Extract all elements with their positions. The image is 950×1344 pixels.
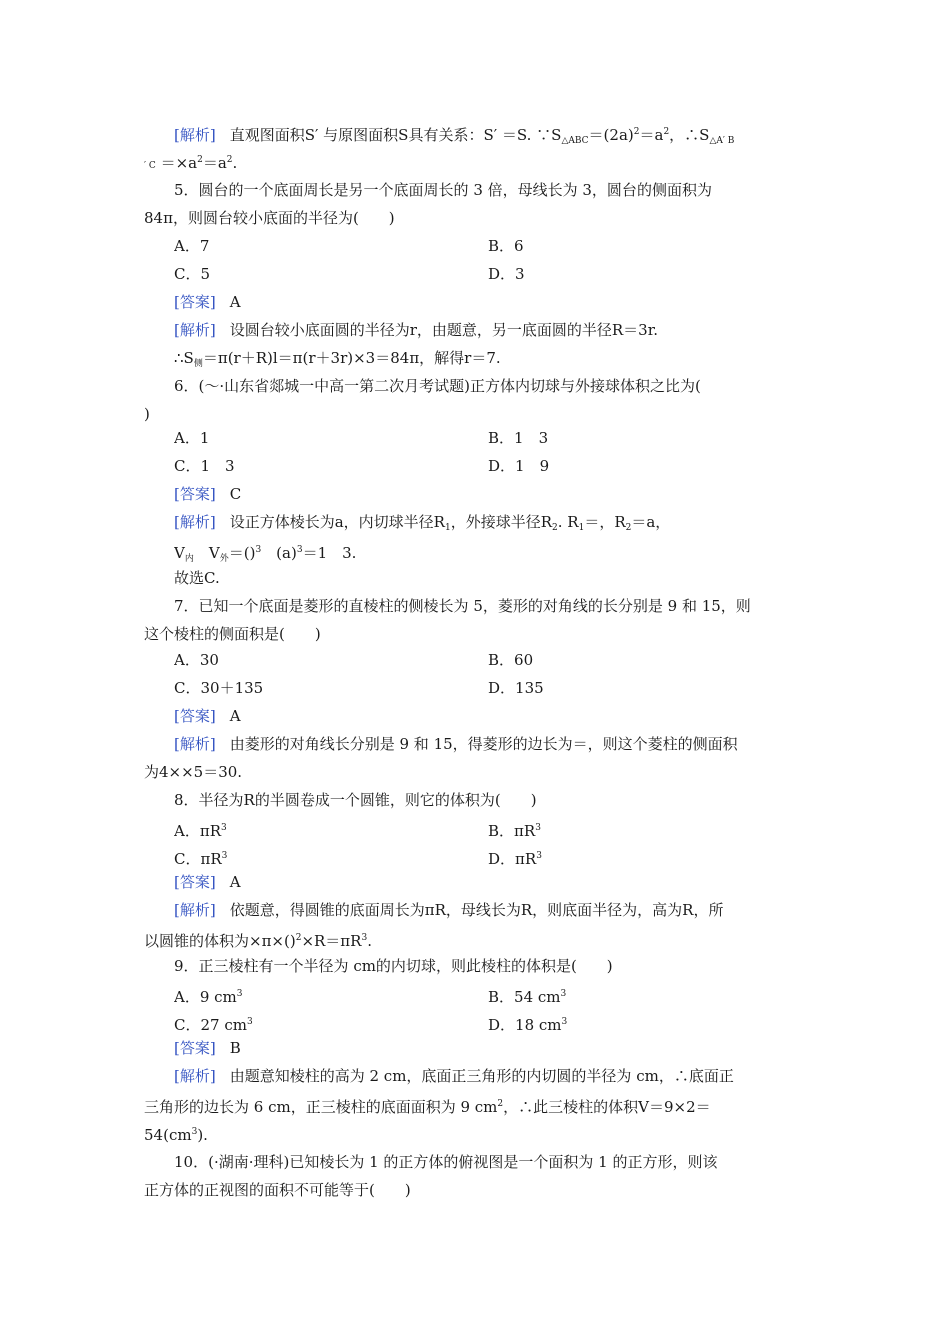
q9-answer: [答案] B — [174, 1039, 241, 1057]
q6-analysis-line-1: [解析] 设正方体棱长为a，内切球半径$R_1$，外接球半径$R_2$. $R_1=$，$R_2=a$， — [174, 513, 671, 533]
analysis-tag: [解析] — [174, 513, 216, 531]
q6-analysis-line-2: $V_内$ $V_外=()^3$ $(a)^3=1$ 3. — [174, 544, 357, 564]
q6-analysis-line-3: 故选C. — [174, 569, 220, 587]
q8-option-c: C．$\pi R^3$ — [174, 850, 228, 868]
answer-tag: [答案] — [174, 293, 216, 311]
q4-analysis-line-1: [解析] 直观图面积S′ 与原图面积S具有关系：S′ ＝S. $\because S_{\triangle ABC}=(2a)^2=a^2$，$\therefore S_{\triangle A' B}$ — [174, 126, 735, 146]
q6-option-a: A．1 — [174, 429, 210, 447]
q10-stem-line-2: 正方体的正视图的面积不可能等于( ) — [144, 1181, 411, 1199]
q7-option-d: D．135 — [488, 679, 544, 697]
analysis-tag: [解析] — [174, 1067, 216, 1085]
q8-stem-line-1: 8．半径为R的半圆卷成一个圆锥，则它的体积为( ) — [174, 791, 537, 809]
q6-option-b: B．1 3 — [488, 429, 549, 447]
q5-analysis-line-2: $\therefore S_侧=\pi(r+R)l=\pi(r+3r)\times 3=84\pi$，解得r＝7. — [174, 349, 501, 369]
q6-answer: [答案] C — [174, 485, 242, 503]
q8-analysis-line-2: 以圆锥的体积为$\times\pi\times()^2\times R=\pi R^3$. — [144, 932, 372, 950]
q7-option-a: A．30 — [174, 651, 219, 669]
q7-option-c: C．30＋135 — [174, 679, 264, 697]
q5-analysis-line-1: [解析] 设圆台较小底面圆的半径为r，由题意，另一底面圆的半径R＝3r. — [174, 321, 659, 339]
answer-tag: [答案] — [174, 1039, 216, 1057]
q7-stem-line-1: 7．已知一个底面是菱形的直棱柱的侧棱长为 5，菱形的对角线的长分别是 9 和 15，则 — [174, 597, 751, 615]
analysis-tag: [解析] — [174, 735, 216, 753]
q6-stem-line-1: 6．(～·山东省郯城一中高一第二次月考试题)正方体内切球与外接球体积之比为( — [174, 377, 701, 395]
q6-stem-line-2: ) — [144, 405, 150, 423]
q5-option-c: C．5 — [174, 265, 211, 283]
q9-stem-line-1: 9．正三棱柱有一个半径为 cm的内切球，则此棱柱的体积是( ) — [174, 957, 613, 975]
q8-answer: [答案] A — [174, 873, 241, 891]
q9-analysis-line-2: 三角形的边长为 6 cm，正三棱柱的底面面积为 9 $cm^2$，∴此三棱柱的体积V＝9×2＝ — [144, 1098, 711, 1116]
q5-option-a: A．7 — [174, 237, 210, 255]
analysis-tag: [解析] — [174, 126, 216, 144]
q5-answer: [答案] A — [174, 293, 241, 311]
q8-option-b: B．$\pi R^3$ — [488, 822, 541, 840]
q7-answer: [答案] A — [174, 707, 241, 725]
q6-option-d: D．1 9 — [488, 457, 550, 475]
q5-option-d: D．3 — [488, 265, 525, 283]
q7-analysis-line-2: 为4××5＝30. — [144, 763, 243, 781]
q7-option-b: B．60 — [488, 651, 534, 669]
answer-tag: [答案] — [174, 707, 216, 725]
q9-option-a: A．9 $cm^3$ — [174, 988, 243, 1006]
q9-option-c: C．27 $cm^3$ — [174, 1016, 253, 1034]
q9-option-b: B．54 $cm^3$ — [488, 988, 567, 1006]
q7-analysis-line-1: [解析] 由菱形的对角线长分别是 9 和 15，得菱形的边长为＝，则这个菱柱的侧面积 — [174, 735, 738, 753]
q9-option-d: D．18 $cm^3$ — [488, 1016, 568, 1034]
q9-analysis-line-3: $54(cm^3)$. — [144, 1126, 208, 1144]
analysis-tag: [解析] — [174, 321, 216, 339]
q5-stem-line-2: 84π，则圆台较小底面的半径为( ) — [144, 209, 395, 227]
q7-stem-line-2: 这个棱柱的侧面积是( ) — [144, 625, 321, 643]
analysis-tag: [解析] — [174, 901, 216, 919]
q8-analysis-line-1: [解析] 依题意，得圆锥的底面周长为πR，母线长为R，则底面半径为，高为R，所 — [174, 901, 724, 919]
q6-option-c: C．1 3 — [174, 457, 235, 475]
answer-tag: [答案] — [174, 485, 216, 503]
answer-tag: [答案] — [174, 873, 216, 891]
q8-option-d: D．$\pi R^3$ — [488, 850, 542, 868]
q10-stem-line-1: 10．(·湖南·理科)已知棱长为 1 的正方体的俯视图是一个面积为 1 的正方形，则该 — [174, 1153, 718, 1171]
q4-analysis-line-2: ′ $C =\times a^2=a^2$. — [144, 154, 238, 172]
q5-stem-line-1: 5．圆台的一个底面周长是另一个底面周长的 3 倍，母线长为 3，圆台的侧面积为 — [174, 181, 712, 199]
q5-option-b: B．6 — [488, 237, 524, 255]
q9-analysis-line-1: [解析] 由题意知棱柱的高为 2 cm，底面正三角形的内切圆的半径为 cm，∴底面正 — [174, 1067, 734, 1085]
q8-option-a: A．$\pi R^3$ — [174, 822, 227, 840]
